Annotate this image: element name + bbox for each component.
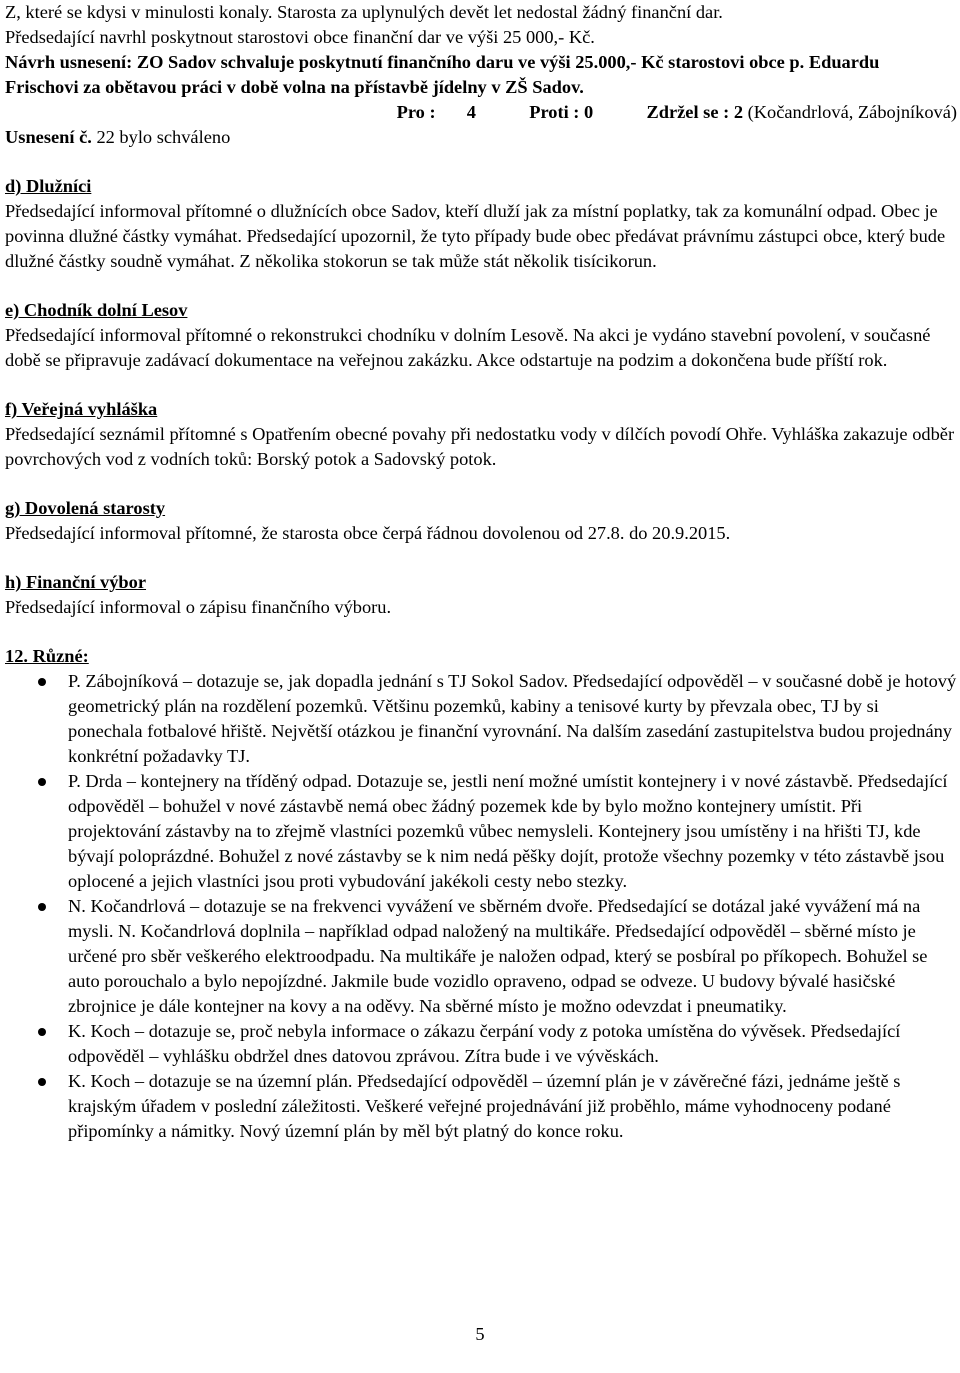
list-item-text: K. Koch – dotazuje se, proč nebyla informace o zákazu čerpání vody z potoka umístěna do vývěsek. Předsedající odpověděl – vyhlášku obdržel dnes datovou zprávou. Zítra bude i ve vývěskách. (68, 1021, 901, 1066)
section-text: Předsedající informoval přítomné o dlužnících obce Sadov, kteří dluží jak za místní poplatky, tak za komunální odpad. Obec je povinna dlužné částky vymáhat. Předsedající upozornil, že tyto případy bude obec předávat právnímu zástupci obce, který bude dlužné částky soudně vymáhat. Z několika stokorun se tak může stát několik tisícikorun. (5, 201, 946, 271)
vote-proti-value: 0 (584, 102, 594, 122)
vote-zdrzel-value: 2 (733, 102, 744, 122)
list-item (5, 1069, 957, 1144)
bullet-icon (38, 678, 46, 686)
section-text: Předsedající informoval přítomné, že starosta obce čerpá řádnou dovolenou od 27.8. do 20.9.2015. (5, 523, 731, 543)
vote-result (5, 100, 957, 125)
vote-proti-label: Proti : (529, 102, 580, 122)
intro-line-2: Předsedající navrhl poskytnout starostovi obce finanční dar ve výši 25 000,- Kč. (5, 27, 595, 47)
list-item (5, 894, 957, 1019)
section-text: Předsedající seznámil přítomné s Opatřením obecné povahy při nedostatku vody v dílčích povodí Ohře. Vyhláška zakazuje odběr povrchových vod z vodních toků: Borský potok a Sadovský potok. (5, 424, 955, 469)
bullet-icon (38, 1028, 46, 1036)
page-number: 5 (475, 1324, 485, 1344)
intro-line-1: Z, které se kdysi v minulosti konaly. Starosta za uplynulých devět let nedostal žádný finanční dar. (5, 2, 723, 22)
section-text: Předsedající informoval o zápisu finančního výboru. (5, 597, 392, 617)
section-heading: g) Dovolená starosty (5, 498, 166, 518)
section-sidewalk (5, 298, 957, 373)
bullet-icon (38, 1078, 46, 1086)
section-finance-committee (5, 570, 957, 620)
section-debtors (5, 174, 957, 274)
section-heading: e) Chodník dolní Lesov (5, 300, 188, 320)
bullet-icon (38, 903, 46, 911)
section-heading: f) Veřejná vyhláška (5, 399, 158, 419)
vote-pro-label: Pro : (396, 102, 436, 122)
section-text: Předsedající informoval přítomné o rekonstrukci chodníku v dolním Lesově. Na akci je vydáno stavební povolení, v současné době se připravuje zadávací dokumentace na veřejnou zakázku. Akce odstartuje na podzim a dokončena bude příští rok. (5, 325, 931, 370)
section-misc (5, 644, 957, 1144)
bullet-icon (38, 778, 46, 786)
section-mayor-vacation (5, 496, 957, 546)
section-public-notice (5, 397, 957, 472)
list-item (5, 669, 957, 769)
list-item-text: N. Kočandrlová – dotazuje se na frekvenci vyvážení ve sběrném dvoře. Předsedající se dotázal jaké vyvážení má na mysli. N. Kočandrlová doplnila – například odpad naložený na multikáře. Předsedající odpověděl – sběrné místo je určené pro sběr veškerého elektroodpadu. Na multikáře je naložen odpad, který se posbíral po příkopech. Bohužel se auto porouchalo a bylo nepojízdné. Jakmile bude vozidlo opraveno, odpad se odveze. U budovy bývalé hasičské zbrojnice je dále kontejner na kovy a na oděvy. Na sběrné místo je možno odevzdat i pneumatiky. (68, 896, 928, 1016)
misc-list (5, 669, 957, 1144)
list-item-text: P. Drda – kontejnery na tříděný odpad. Dotazuje se, jestli není možné umístit kontejnery i v nové zástavbě. Předsedající odpověděl – bohužel v nové zástavbě nemá obec žádný pozemek kde by bylo možno kontejnery umístit. Při projektování zástavby na to zřejmě vlastníci pozemků vůbec nemysleli. Kontejnery jsou umístěny i na hřišti TJ, kde bývají poloprázdné. Bohužel z nové zástavby se k nim nedá pěšky dojít, protože všechny pozemky v této zástavbě jsou oplocené a jejich vlastníci jsou proti vybudování jakékoli cesty nebo stezky. (68, 771, 948, 891)
list-item (5, 769, 957, 894)
list-item-text: K. Koch – dotazuje se na územní plán. Předsedající odpověděl – územní plán je v závěrečné fázi, jednáme ještě s krajským úřadem v poslední záležitosti. Veškeré veřejné projednávání již proběhlo, máme vyhodnoceny podané připomínky a námitky. Nový územní plán by měl být platný do konce roku. (68, 1071, 901, 1141)
resolution-line (5, 125, 957, 150)
vote-pro-value: 4 (466, 102, 476, 122)
list-item (5, 1019, 957, 1069)
misc-heading: 12. Různé: (5, 646, 89, 666)
vote-zdrzel-names: (Kočandrlová, Zábojníková) (747, 102, 957, 122)
resolution-status: 22 bylo schváleno (91, 127, 231, 147)
vote-zdrzel-label: Zdržel se : (646, 102, 730, 122)
section-heading: d) Dlužníci (5, 176, 92, 196)
section-heading: h) Finanční výbor (5, 572, 147, 592)
resolution-label: Usnesení č. (5, 127, 92, 147)
document-page (5, 0, 957, 1144)
motion-text: Návrh usnesení: ZO Sadov schvaluje poskytnutí finančního daru ve výši 25.000,- Kč starostovi obce p. Eduardu Frischovi za obětavou práci v době volna na přístavbě jídelny v ZŠ Sadov. (5, 52, 880, 97)
list-item-text: P. Zábojníková – dotazuje se, jak dopadla jednání s TJ Sokol Sadov. Předsedající odpověděl – v současné době je hotový geometrický plán na rozdělení pozemků. Většinu pozemků, kabiny a tenisové kurty by převzala obec, TJ by si ponechala fotbalové hřiště. Největší otázkou je finanční vyrovnání. Na dalším zasedání zastupitelstva budou projednány konkrétní požadavky TJ. (68, 671, 957, 766)
